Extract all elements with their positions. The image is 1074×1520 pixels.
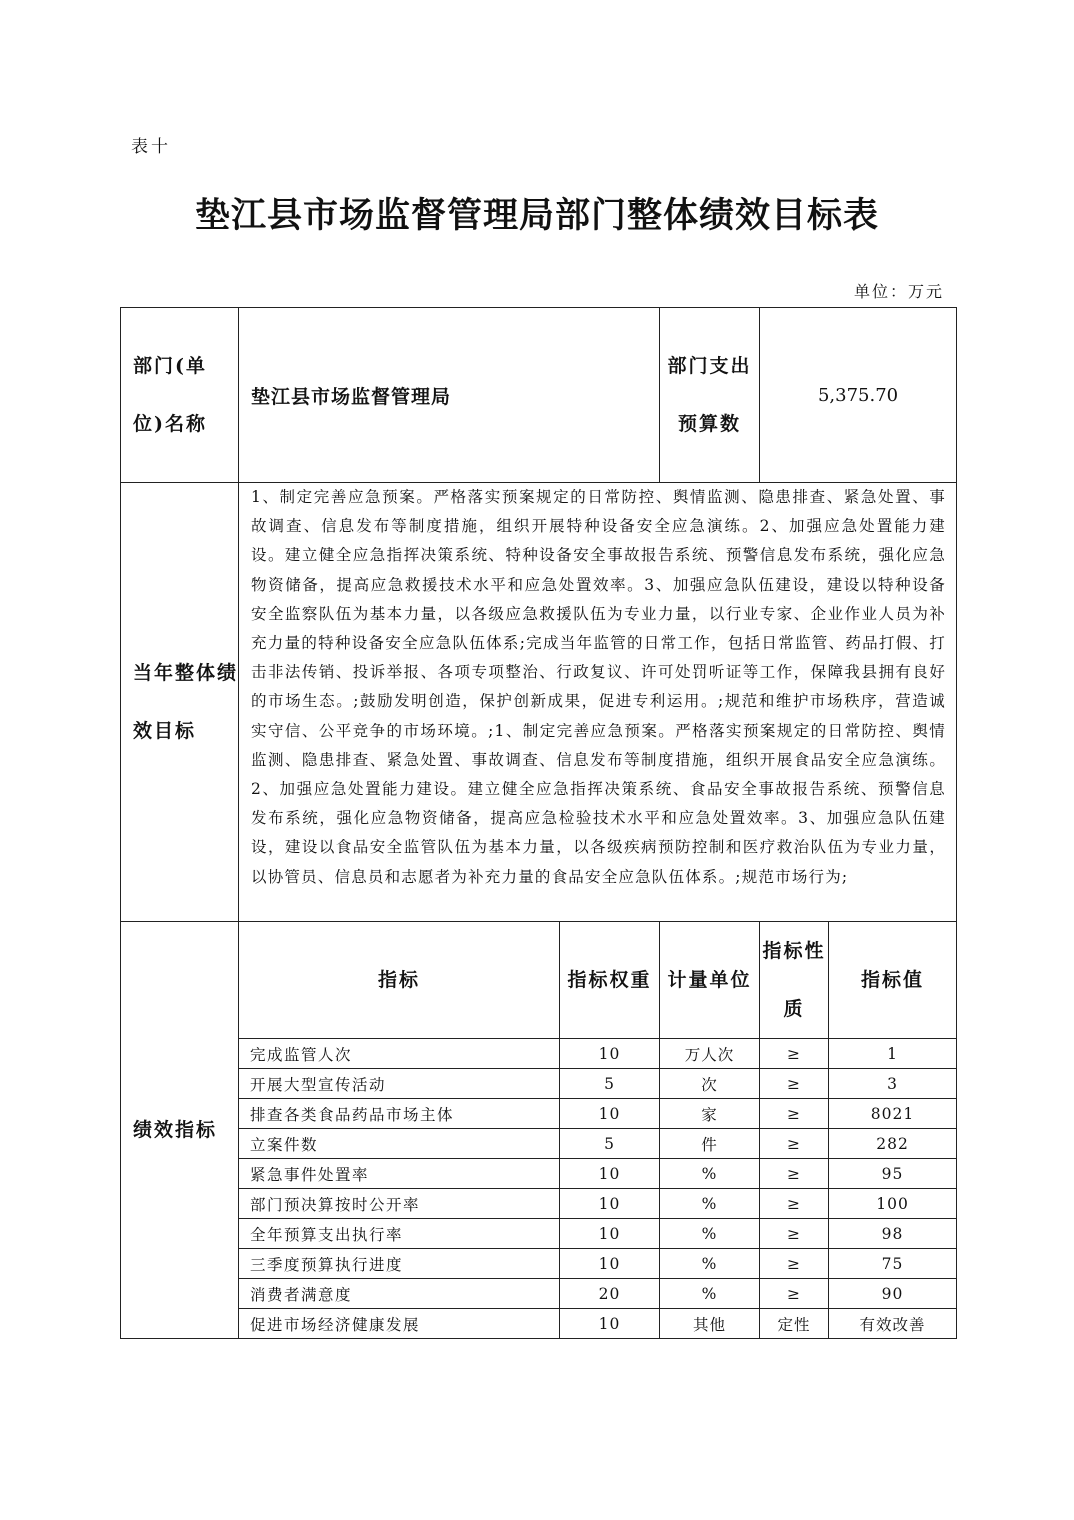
indicator-value: 90	[829, 1279, 957, 1309]
indicator-unit: 次	[660, 1069, 760, 1099]
indicator-weight: 10	[560, 1159, 660, 1189]
indicator-value: 75	[829, 1249, 957, 1279]
indicators-label: 绩效指标	[121, 922, 239, 1339]
indicator-unit: %	[660, 1249, 760, 1279]
indicator-value: 282	[829, 1129, 957, 1159]
indicator-weight: 10	[560, 1189, 660, 1219]
table-row	[121, 1189, 957, 1219]
indicator-value: 98	[829, 1219, 957, 1249]
goals-row	[121, 483, 957, 922]
indicator-nature: ≥	[760, 1069, 829, 1099]
indicator-name: 紧急事件处置率	[239, 1159, 560, 1189]
indicator-name: 开展大型宣传活动	[239, 1069, 560, 1099]
dept-name-label: 部门(单位)名称	[121, 308, 239, 483]
indicator-unit: 件	[660, 1129, 760, 1159]
indicator-weight: 5	[560, 1069, 660, 1099]
indicator-weight: 5	[560, 1129, 660, 1159]
budget-label: 部门支出预算数	[660, 308, 760, 483]
table-row	[121, 1249, 957, 1279]
indicator-name: 消费者满意度	[239, 1279, 560, 1309]
indicator-weight: 10	[560, 1219, 660, 1249]
header-indicator: 指标	[239, 922, 560, 1039]
performance-table	[120, 307, 957, 1339]
indicator-value: 100	[829, 1189, 957, 1219]
table-row	[121, 1309, 957, 1339]
indicator-name: 排查各类食品药品市场主体	[239, 1099, 560, 1129]
dept-row	[121, 308, 957, 483]
goals-label: 当年整体绩效目标	[121, 483, 239, 922]
unit-label: 单位：万元	[853, 282, 944, 301]
indicator-name: 部门预决算按时公开率	[239, 1189, 560, 1219]
indicator-nature: ≥	[760, 1219, 829, 1249]
table-row	[121, 1279, 957, 1309]
indicator-name: 全年预算支出执行率	[239, 1219, 560, 1249]
header-unit: 计量单位	[660, 922, 760, 1039]
indicator-unit: %	[660, 1279, 760, 1309]
header-weight: 指标权重	[560, 922, 660, 1039]
table-row	[121, 1069, 957, 1099]
indicator-nature: ≥	[760, 1159, 829, 1189]
indicator-unit: %	[660, 1189, 760, 1219]
indicator-nature: ≥	[760, 1129, 829, 1159]
indicator-unit: 其他	[660, 1309, 760, 1339]
indicator-weight: 20	[560, 1279, 660, 1309]
indicator-unit: 万人次	[660, 1039, 760, 1069]
indicator-nature: 定性	[760, 1309, 829, 1339]
table-row	[121, 1099, 957, 1129]
table-row	[121, 1039, 957, 1069]
indicator-value: 95	[829, 1159, 957, 1189]
indicator-nature: ≥	[760, 1249, 829, 1279]
indicator-name: 三季度预算执行进度	[239, 1249, 560, 1279]
indicator-weight: 10	[560, 1099, 660, 1129]
goals-text: 1、制定完善应急预案。严格落实预案规定的日常防控、舆情监测、隐患排查、紧急处置、事故调查、信息发布等制度措施，组织开展特种设备安全应急演练。2、加强应急处置能力建设。建立健全应急指挥决策系统、特种设备安全事故报告系统、预警信息发布系统，强化应急物资储备，提高应急救援技术水平和应急处置效率。3、加强应急队伍建设，建设以特种设备安全监察队伍为基本力量，以各级应急救援队伍为专业力量，以行业专家、企业作业人员为补充力量的特种设备安全应急队伍体系;完成当年监管的日常工作，包括日常监管、药品打假、打击非法传销、投诉举报、各项专项整治、行政复议、许可处罚听证等工作，保障我县拥有良好的市场生态。;鼓励发明创造，保护创新成果，促进专利运用。;规范和维护市场秩序，营造诚实守信、公平竞争的市场环境。;1、制定完善应急预案。严格落实预案规定的日常防控、舆情监测、隐患排查、紧急处置、事故调查、信息发布等制度措施，组织开展食品安全应急演练。2、加强应急处置能力建设。建立健全应急指挥决策系统、食品安全事故报告系统、预警信息发布系统，强化应急物资储备，提高应急检验技术水平和应急处置效率。3、加强应急队伍建设，建设以食品安全监管队伍为基本力量，以各级疾病预防控制和医疗救治队伍为专业力量，以协管员、信息员和志愿者为补充力量的食品安全应急队伍体系。;规范市场行为;	[239, 483, 957, 922]
indicator-nature: ≥	[760, 1099, 829, 1129]
indicator-name: 立案件数	[239, 1129, 560, 1159]
indicator-value: 8021	[829, 1099, 957, 1129]
indicator-name: 促进市场经济健康发展	[239, 1309, 560, 1339]
indicator-name: 完成监管人次	[239, 1039, 560, 1069]
page-title: 垫江县市场监督管理局部门整体绩效目标表	[194, 195, 879, 236]
indicator-value: 1	[829, 1039, 957, 1069]
indicator-weight: 10	[560, 1309, 660, 1339]
budget-value: 5,375.70	[760, 308, 957, 483]
indicator-nature: ≥	[760, 1279, 829, 1309]
indicator-unit: %	[660, 1219, 760, 1249]
dept-name-value: 垫江县市场监督管理局	[239, 308, 660, 483]
indicator-weight: 10	[560, 1249, 660, 1279]
indicator-value: 有效改善	[829, 1309, 957, 1339]
table-row	[121, 1159, 957, 1189]
indicator-value: 3	[829, 1069, 957, 1099]
indicator-unit: 家	[660, 1099, 760, 1129]
indicator-unit: %	[660, 1159, 760, 1189]
table-row	[121, 1219, 957, 1249]
indicator-nature: ≥	[760, 1039, 829, 1069]
table-number: 表十	[131, 137, 171, 157]
indicator-header-row	[121, 922, 957, 1039]
header-nature: 指标性质	[760, 922, 829, 1039]
indicator-nature: ≥	[760, 1189, 829, 1219]
indicator-weight: 10	[560, 1039, 660, 1069]
header-value: 指标值	[829, 922, 957, 1039]
table-row	[121, 1129, 957, 1159]
